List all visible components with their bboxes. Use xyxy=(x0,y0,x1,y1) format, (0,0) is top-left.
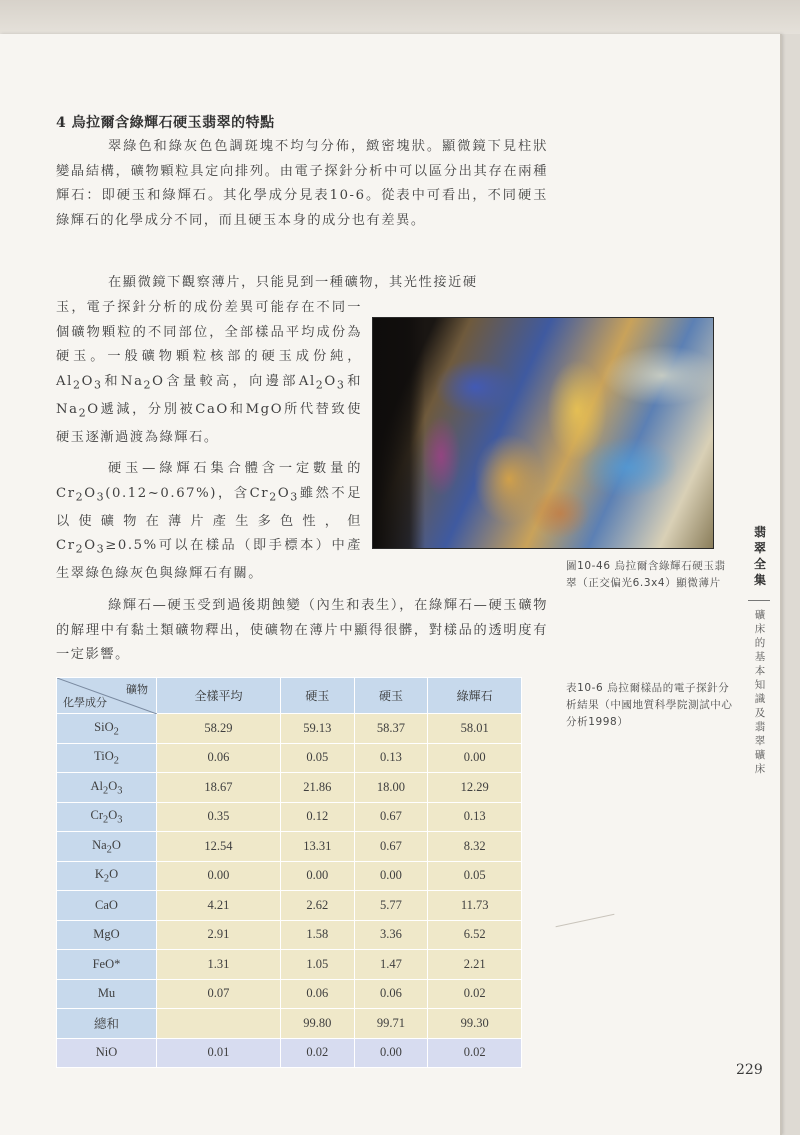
row-label: Mu xyxy=(57,979,157,1009)
row-label: $Na_2O$ xyxy=(57,832,157,862)
table-row xyxy=(57,802,522,832)
table-row xyxy=(57,979,522,1009)
table-row xyxy=(57,714,522,744)
table-cell: 12.54 xyxy=(157,832,281,862)
table-cell: 6.52 xyxy=(428,920,522,950)
table-cell: 99.30 xyxy=(428,1009,522,1039)
table-cell: 59.13 xyxy=(280,714,354,744)
table-cell: 0.07 xyxy=(157,979,281,1009)
table-cell: 0.67 xyxy=(354,802,428,832)
table-row xyxy=(57,773,522,803)
table-row xyxy=(57,920,522,950)
row-label: CaO xyxy=(57,891,157,921)
table-cell: 0.01 xyxy=(157,1038,281,1068)
paragraph-4: 綠輝石—硬玉受到過後期蝕變（內生和表生），在綠輝石—硬玉礦物的解理中有黏土類礦物釋出，使礦物在薄片中顯得很髒，對樣品的透明度有一定影響。 xyxy=(56,598,548,662)
table-row xyxy=(57,891,522,921)
table-cell: 13.31 xyxy=(280,832,354,862)
table-corner-cell xyxy=(57,678,157,714)
paragraph-3: 硬玉—綠輝石集合體含一定數量的$Cr_2O_3(0.12\sim 0.67\%)$，含$Cr_2O_3$雖然不足以使礦物在薄片產生多色性，但$Cr_2O_3\ge 0.5\%$可以在樣品（即手標本）中產生翠綠色綠灰色與綠輝石有關。 xyxy=(56,461,363,582)
table-cell: 2.21 xyxy=(428,950,522,980)
table-caption: 表10-6 烏拉爾樣品的電子探針分析結果（中國地質科學院測試中心分析1998） xyxy=(566,682,733,728)
table-cell: 21.86 xyxy=(280,773,354,803)
table-cell: 1.47 xyxy=(354,950,428,980)
table-cell: 0.00 xyxy=(280,861,354,891)
table-cell: 1.31 xyxy=(157,950,281,980)
table-cell: 0.05 xyxy=(280,743,354,773)
table-cell: 99.80 xyxy=(280,1009,354,1039)
table-cell: 0.12 xyxy=(280,802,354,832)
corner-label-composition: 化學成分 xyxy=(63,696,107,709)
page-top-band xyxy=(0,0,800,34)
table-cell: 0.00 xyxy=(157,861,281,891)
paragraph-2-body: 玉，電子探針分析的成份差異可能存在不同一個礦物顆粒的不同部位，全部樣品平均成份為硬玉。一般礦物顆粒核部的硬玉成份純，$Al_2O_3$和$Na_2O$含量較高，向邊部$Al_2O_3$和$Na_2O$遞減，分別被CaO和MgO所代替致使硬玉逐漸過渡為綠輝石。 xyxy=(56,300,363,445)
row-label: SiO$_2$ xyxy=(57,714,157,744)
table-cell: 2.62 xyxy=(280,891,354,921)
table-cell: 0.06 xyxy=(157,743,281,773)
paragraph-2-first-line: 在顯微鏡下觀察薄片，只能見到一種礦物，其光性接近硬 xyxy=(108,275,478,290)
table-cell: 11.73 xyxy=(428,891,522,921)
table-header-row xyxy=(57,678,522,714)
row-label: $Al_2O_3$ xyxy=(57,773,157,803)
section-heading: 4 烏拉爾含綠輝石硬玉翡翠的特點 xyxy=(56,115,275,131)
table-header: 綠輝石 xyxy=(428,678,522,714)
table-cell: 0.35 xyxy=(157,802,281,832)
corner-label-mineral: 礦物 xyxy=(126,683,148,696)
table-row xyxy=(57,1038,522,1068)
table-cell: 0.67 xyxy=(354,832,428,862)
table-cell: 0.02 xyxy=(428,979,522,1009)
row-label: MgO xyxy=(57,920,157,950)
paragraph-1: 翠綠色和綠灰色色調斑塊不均勻分佈，緻密塊狀。顯微鏡下見柱狀變晶結構，礦物顆粒具定向排列。由電子探針分析中可以區分出其存在兩種輝石：即硬玉和綠輝石。其化學成分見表10-6。從表中可看出，不同硬玉綠輝石的化學成分不同，而且硬玉本身的成分也有差異。 xyxy=(56,139,548,228)
table-cell: 58.37 xyxy=(354,714,428,744)
table-header: 全樣平均 xyxy=(157,678,281,714)
table-cell: 58.29 xyxy=(157,714,281,744)
table-cell: 8.32 xyxy=(428,832,522,862)
table-cell: 18.00 xyxy=(354,773,428,803)
table-cell: 12.29 xyxy=(428,773,522,803)
table-row xyxy=(57,832,522,862)
table-cell: 0.00 xyxy=(354,861,428,891)
table-body xyxy=(57,714,522,1068)
side-book-title: 翡翠全集 xyxy=(753,525,766,587)
table-row xyxy=(57,861,522,891)
photo-dark-edge xyxy=(373,318,425,548)
row-label: TiO$_2$ xyxy=(57,743,157,773)
table-cell: 0.06 xyxy=(354,979,428,1009)
side-divider xyxy=(748,600,770,601)
row-label: $Cr_2O_3$ xyxy=(57,802,157,832)
table-cell: 5.77 xyxy=(354,891,428,921)
table-row xyxy=(57,950,522,980)
table-cell: 18.67 xyxy=(157,773,281,803)
table-cell: 99.71 xyxy=(354,1009,428,1039)
table-cell: 58.01 xyxy=(428,714,522,744)
row-label: 總和 xyxy=(57,1009,157,1039)
table-cell: 3.36 xyxy=(354,920,428,950)
side-chapter-title: 礦床的基本知識及翡翠礦床 xyxy=(754,609,766,775)
row-label: $K_2O$ xyxy=(57,861,157,891)
composition-table xyxy=(56,677,522,1068)
table-cell: 0.05 xyxy=(428,861,522,891)
page-number: 229 xyxy=(736,1062,763,1078)
table-cell: 0.02 xyxy=(428,1038,522,1068)
table-cell: 1.58 xyxy=(280,920,354,950)
micrograph-photo xyxy=(372,317,714,549)
figure-caption: 圖10-46 烏拉爾含綠輝石硬玉翡翠（正交偏光6.3x4）顯微薄片 xyxy=(566,560,726,589)
table-cell: 0.00 xyxy=(354,1038,428,1068)
table-cell: 0.13 xyxy=(428,802,522,832)
table-cell xyxy=(157,1009,281,1039)
table-cell: 0.02 xyxy=(280,1038,354,1068)
table-cell: 0.06 xyxy=(280,979,354,1009)
table-cell: 0.13 xyxy=(354,743,428,773)
table-cell: 0.00 xyxy=(428,743,522,773)
table-cell: 2.91 xyxy=(157,920,281,950)
table-header: 硬玉 xyxy=(354,678,428,714)
row-label: NiO xyxy=(57,1038,157,1068)
table-cell: 1.05 xyxy=(280,950,354,980)
table-row xyxy=(57,1009,522,1039)
table-header: 硬玉 xyxy=(280,678,354,714)
row-label: FeO* xyxy=(57,950,157,980)
table-cell: 4.21 xyxy=(157,891,281,921)
table-row xyxy=(57,743,522,773)
